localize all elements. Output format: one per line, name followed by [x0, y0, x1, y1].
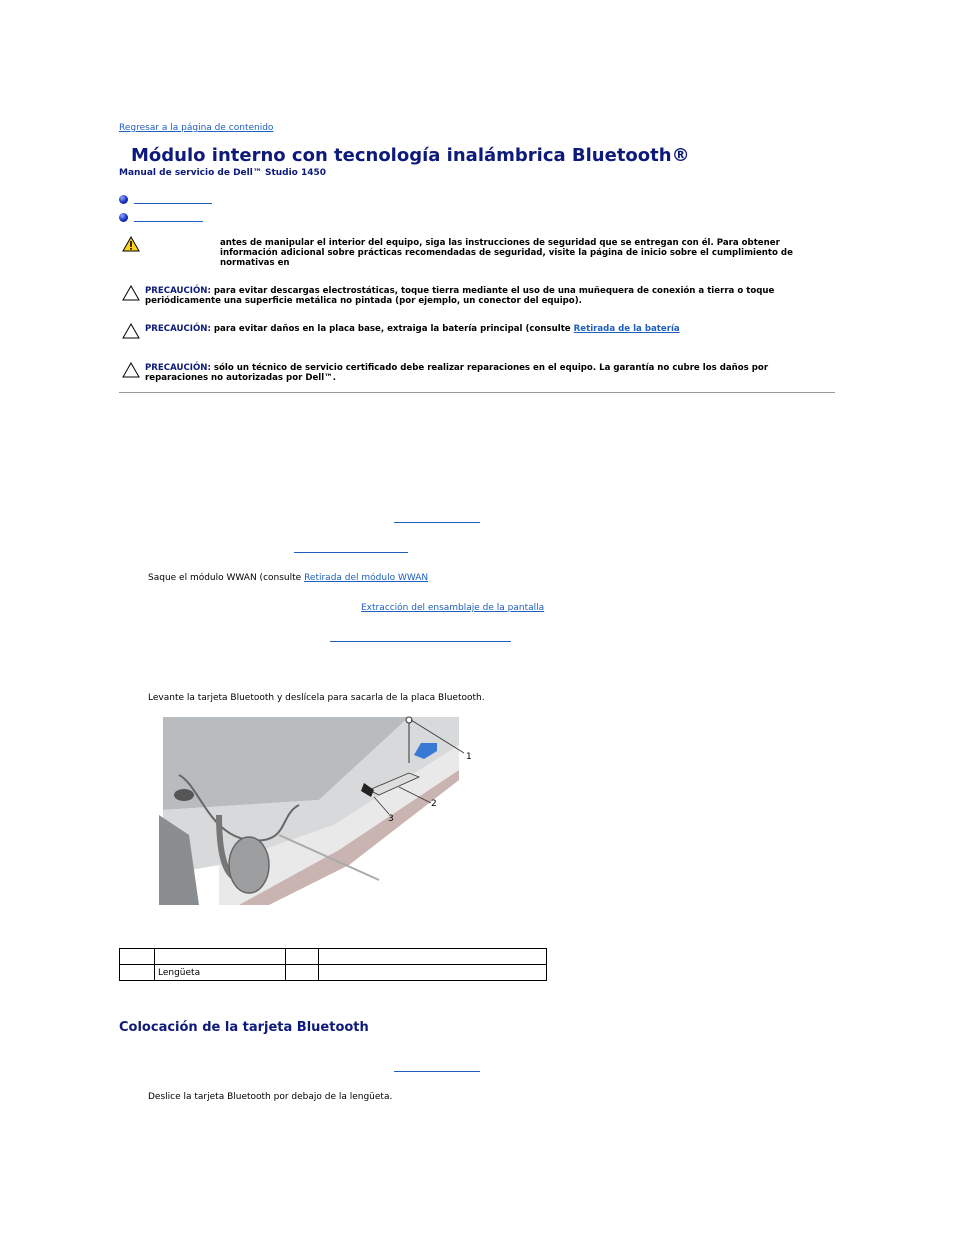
caution-notice-1 [122, 285, 832, 306]
caution-label: PRECAUCIÓN: [145, 324, 211, 334]
legend-table [119, 948, 547, 981]
caution-label: PRECAUCIÓN: [145, 363, 211, 373]
toc-item[interactable] [119, 211, 212, 224]
table-cell [319, 949, 547, 965]
battery-removal-link[interactable]: Retirada de la batería [573, 324, 680, 334]
caution-text: para evitar descargas electrostáticas, toque tierra mediante el uso de una muñequera de conexión a tierra o toque periódicamente una superficie metálica no pintada (por ejemplo, un conector del equipo). [145, 286, 775, 306]
section-heading: Colocación de la tarjeta Bluetooth [119, 1020, 369, 1035]
table-cell: Lengüeta [155, 965, 286, 981]
table-cell [286, 965, 319, 981]
callout-1: 1 [466, 752, 472, 762]
step-lift-card: Levante la tarjeta Bluetooth y deslícela para sacarla de la placa Bluetooth. [148, 693, 485, 703]
link-placeholder[interactable] [330, 641, 511, 642]
warning-text: antes de manipular el interior del equipo, siga las instrucciones de seguridad que se entregan con él. Para obtener información adicional sobre prácticas recomendadas de seguridad, visite la página de inicio sobre el cumplimiento de normativas en [220, 238, 793, 268]
table-cell [120, 949, 155, 965]
table-row [120, 949, 547, 965]
page-title: Módulo interno con tecnología inalámbrica Bluetooth® [131, 145, 690, 166]
table-cell [155, 949, 286, 965]
caution-text: para evitar daños en la placa base, extraiga la batería principal (consulte [213, 324, 571, 334]
link-placeholder[interactable] [294, 552, 408, 553]
callout-3: 3 [388, 814, 394, 824]
warning-notice [122, 236, 832, 268]
table-cell [286, 949, 319, 965]
bullet-icon [119, 213, 128, 222]
back-to-contents-link[interactable]: Regresar a la página de contenido [119, 123, 274, 133]
display-removal-link[interactable]: Extracción del ensamblaje de la pantalla [361, 603, 545, 613]
warning-icon [122, 236, 140, 252]
caution-icon [122, 323, 140, 339]
step-remove-wwan [148, 573, 428, 583]
caution-icon [122, 285, 140, 301]
link-placeholder[interactable] [394, 1071, 480, 1072]
table-cell [120, 965, 155, 981]
toc-link-placeholder[interactable] [134, 195, 212, 204]
bullet-icon [119, 195, 128, 204]
table-cell [319, 965, 547, 981]
caution-notice-2 [122, 323, 832, 339]
caution-text: sólo un técnico de servicio certificado debe realizar reparaciones en el equipo. La garantía no cubre los daños por reparaciones no autorizadas por Dell™. [145, 363, 769, 383]
step-slide-card: Deslice la tarjeta Bluetooth por debajo de la lengüeta. [148, 1092, 393, 1102]
wwan-removal-link[interactable]: Retirada del módulo WWAN [304, 573, 429, 583]
link-placeholder[interactable] [394, 522, 480, 523]
toc-list [119, 193, 212, 229]
caution-label: PRECAUCIÓN: [145, 286, 211, 296]
toc-link-placeholder[interactable] [134, 213, 203, 222]
toc-item[interactable] [119, 193, 212, 206]
step-text: Saque el módulo WWAN (consulte [148, 573, 302, 583]
bluetooth-card-figure [159, 715, 479, 907]
callout-2: 2 [431, 799, 437, 809]
caution-icon [122, 362, 140, 378]
table-row [120, 965, 547, 981]
caution-notice-3 [122, 362, 832, 383]
page-subtitle: Manual de servicio de Dell™ Studio 1450 [119, 168, 327, 178]
divider [119, 392, 835, 393]
